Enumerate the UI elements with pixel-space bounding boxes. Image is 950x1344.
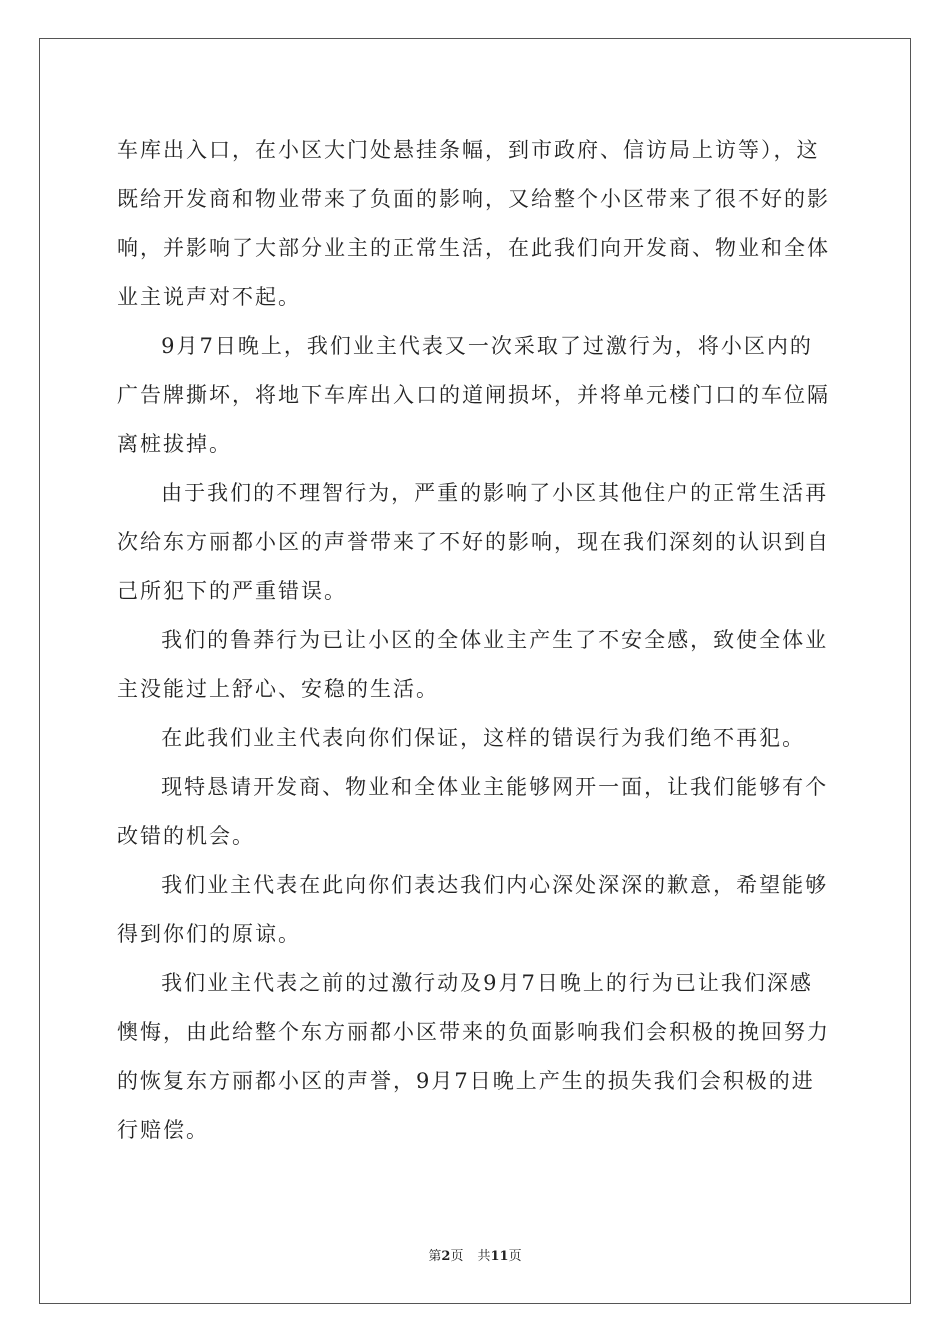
paragraph-1: 车库出入口，在小区大门处悬挂条幅，到市政府、信访局上访等），这既给开发商和物业带来了负面的影响，又给整个小区带来了很不好的影响，并影响了大部分业主的正常生活，在此我们向开发商、物业和全体业主说声对不起。: [117, 138, 830, 309]
total-prefix: 共: [477, 1249, 491, 1264]
paragraph-6: 现特恳请开发商、物业和全体业主能够网开一面，让我们能够有个改错的机会。: [117, 775, 829, 848]
page-footer: [0, 1245, 950, 1264]
page-number: 2: [441, 1249, 451, 1264]
paragraph-4: 我们的鲁莽行为已让小区的全体业主产生了不安全感，致使全体业主没能过上舒心、安稳的生活。: [117, 628, 829, 701]
paragraph-8: 我们业主代表之前的过激行动及9月7日晚上的行为已让我们深感懊悔，由此给整个东方丽都小区带来的负面影响我们会积极的挽回努力的恢复东方丽都小区的声誉，9月7日晚上产生的损失我们会积极的进行赔偿。: [117, 971, 830, 1142]
page-prefix: 第: [428, 1249, 442, 1264]
paragraph-5: 在此我们业主代表向你们保证，这样的错误行为我们绝不再犯。: [161, 726, 806, 750]
page-suffix: 页: [450, 1249, 464, 1264]
paragraph-7: 我们业主代表在此向你们表达我们内心深处深深的歉意，希望能够得到你们的原谅。: [117, 873, 829, 946]
paragraph-3: 由于我们的不理智行为，严重的影响了小区其他住户的正常生活再次给东方丽都小区的声誉带来了不好的影响，现在我们深刻的认识到自己所犯下的严重错误。: [117, 481, 830, 603]
total-pages: 11: [490, 1249, 509, 1264]
paragraph-2: 9月7日晚上，我们业主代表又一次采取了过激行为，将小区内的广告牌撕坏，将地下车库出入口的道闸损坏，并将单元楼门口的车位隔离桩拔掉。: [117, 334, 830, 456]
total-suffix: 页: [508, 1249, 522, 1264]
document-body: [117, 126, 833, 1155]
